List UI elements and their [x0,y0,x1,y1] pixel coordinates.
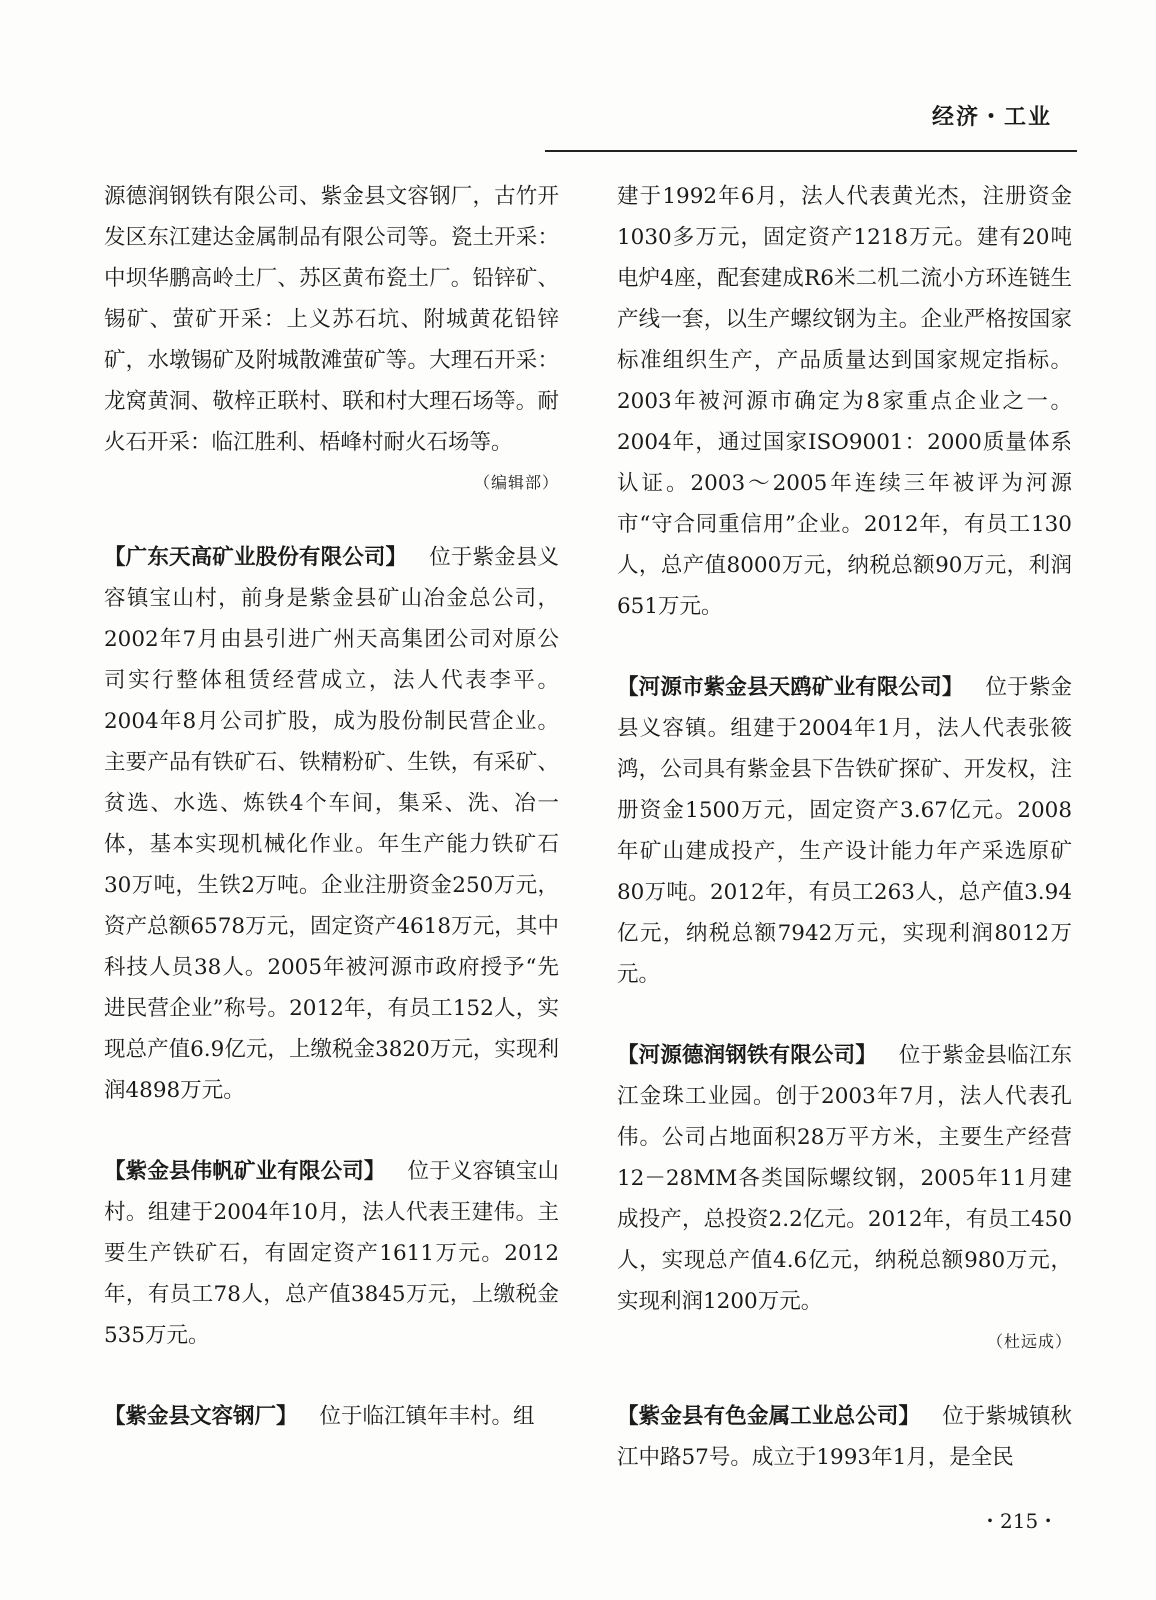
company-name: 【河源市紫金县天鸥矿业有限公司】 [617,675,964,700]
company-name: 【紫金县有色金属工业总公司】 [617,1404,921,1429]
company-text: 位于紫金县义容镇宝山村，前身是紫金县矿山冶金总公司，2002年7月由县引进广州天高集团公司对原公司实行整体租赁经营成立，法人代表李平。2004年8月公司扩股，成为股份制民营企业。主要产品有铁矿石、铁精粉矿、生铁，有采矿、贫选、水选、炼铁4个车间，集采、洗、冶一体，基本实现机械化作业。年生产能力铁矿石30万吨，生铁2万吨。企业注册资金250万元，资产总额6578万元，固定资产4618万元，其中科技人员38人。2005年被河源市政府授予“先进民营企业”称号。2012年，有员工152人，实现总产值6.9亿元，上缴税金3820万元，实现利润4898万元。 [104,545,559,1103]
page-number: ・215・ [980,1509,1059,1533]
company-entry [104,1396,559,1437]
company-text: 位于紫金县临江东江金珠工业园。创于2003年7月，法人代表孔伟。公司占地面积28万平方米，主要生产经营12－28MM各类国际螺纹钢，2005年11月建成投产，总投资2.2亿元。2012年，有员工450人，实现总产值4.6亿元，纳税总额980万元，实现利润1200万元。 [617,1043,1072,1314]
entry-credit: （杜远成） [986,1332,1072,1351]
company-entry [617,1396,1072,1478]
company-name: 【紫金县文容钢厂】 [104,1404,298,1429]
header-rule [545,150,1077,152]
company-entry [104,1151,559,1356]
company-text: 位于紫城镇秋江中路57号。成立于1993年1月，是全民 [617,1404,1072,1470]
intro-text: 源德润钢铁有限公司、紫金县文容钢厂，古竹开发区东江建达金属制品有限公司等。瓷土开采：中坝华鹏高岭土厂、苏区黄布瓷土厂。铅锌矿、锡矿、萤矿开采：上义苏石坑、附城黄花铅锌矿，水墩锡矿及附城散滩萤矿等。大理石开采：龙窝黄洞、敬梓正联村、联和村大理石场等。耐火石开采：临江胜利、梧峰村耐火石场等。 [104,184,559,455]
company-name: 【紫金县伟帆矿业有限公司】 [104,1159,386,1184]
company-text: 位于义容镇宝山村。组建于2004年10月，法人代表王建伟。主要生产铁矿石，有固定资产1611万元。2012年，有员工78人，总产值3845万元，上缴税金535万元。 [104,1159,559,1348]
company-entry [617,1035,1072,1356]
company-text: 位于临江镇年丰村。组 [319,1404,535,1429]
company-entry [104,537,559,1111]
section-header: 经济・工业 [931,105,1052,130]
intro-block [104,176,559,497]
company-text: 位于紫金县义容镇。组建于2004年1月，法人代表张筱鸿，公司具有紫金县下告铁矿探矿、开发权，注册资金1500万元，固定资产3.67亿元。2008年矿山建成投产，生产设计能力年产采选原矿80万吨。2012年，有员工263人，总产值3.94亿元，纳税总额7942万元，实现利润8012万元。 [617,675,1072,987]
right-column [617,176,1072,1478]
company-entry [617,667,1072,995]
company-name: 【河源德润钢铁有限公司】 [617,1043,877,1068]
intro-credit: （编辑部） [473,473,559,492]
left-column [104,176,559,1437]
continued-block [617,176,1072,627]
company-name: 【广东天高矿业股份有限公司】 [104,545,408,570]
continued-text: 建于1992年6月，法人代表黄光杰，注册资金1030多万元，固定资产1218万元。建有20吨电炉4座，配套建成R6米二机二流小方环连链生产线一套，以生产螺纹钢为主。企业严格按国家标准组织生产，产品质量达到国家规定指标。2003年被河源市确定为8家重点企业之一。2004年，通过国家ISO9001：2000质量体系认证。2003～2005年连续三年被评为河源市“守合同重信用”企业。2012年，有员工130人，总产值8000万元，纳税总额90万元，利润651万元。 [617,184,1072,619]
